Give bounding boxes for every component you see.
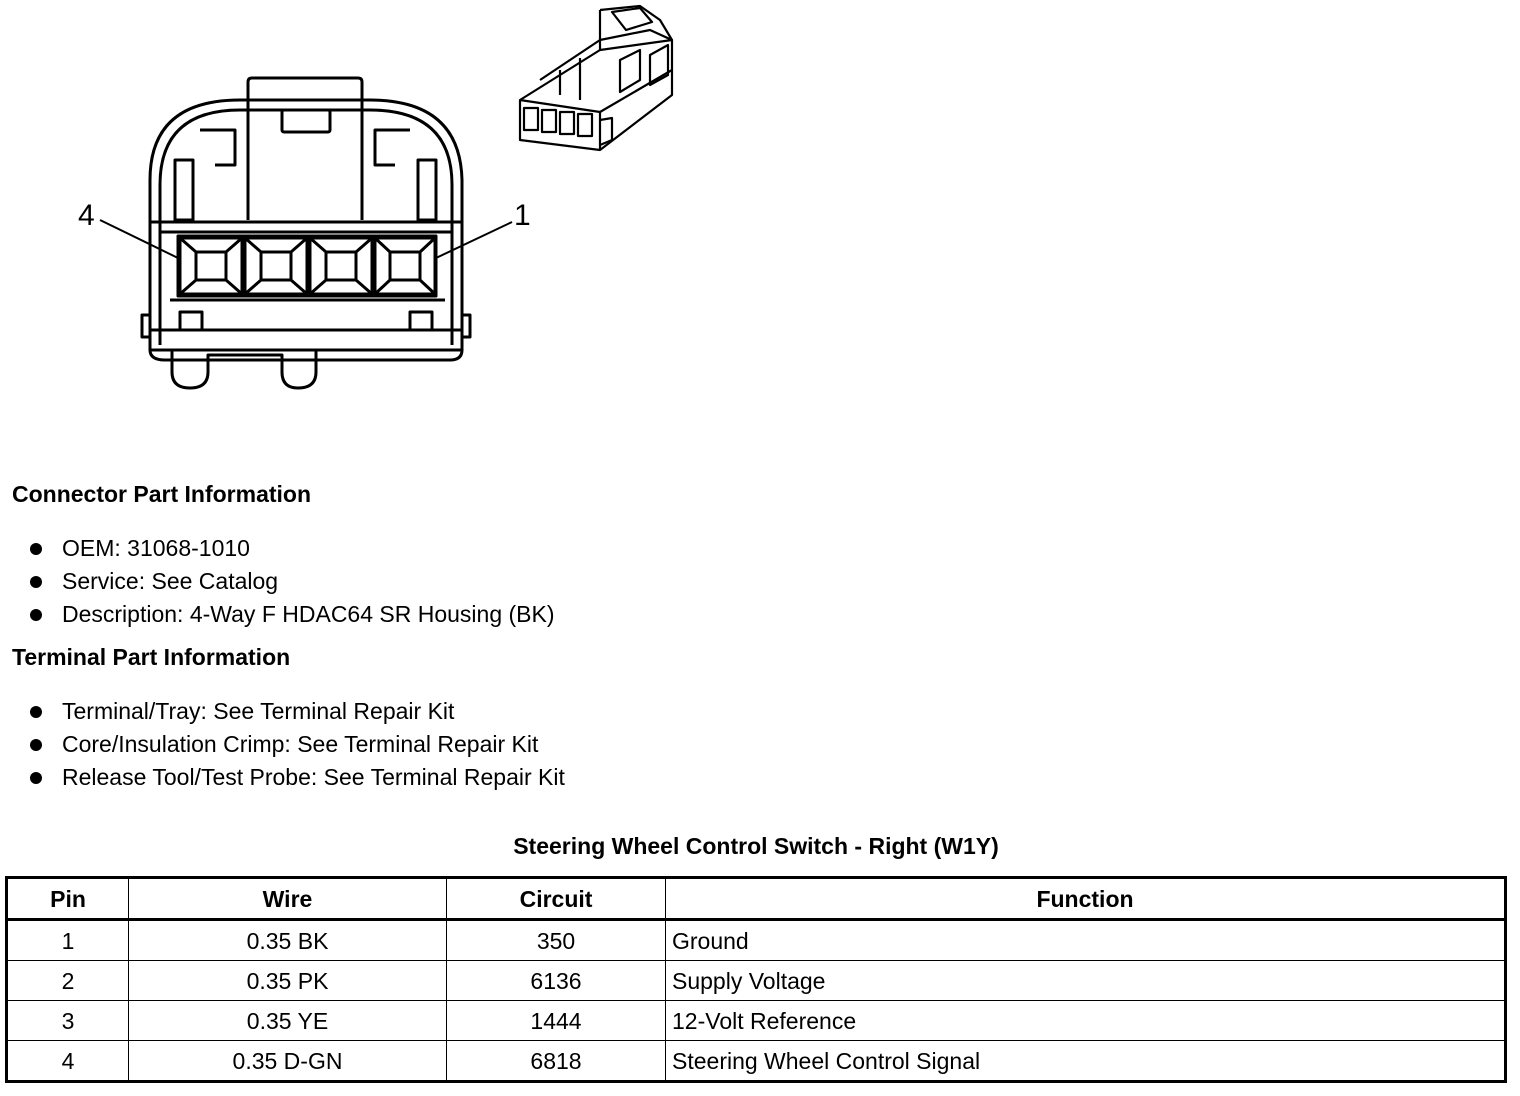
cell-pin: 1 — [7, 920, 129, 961]
connector-info-heading: Connector Part Information — [12, 481, 312, 507]
cell-function: Supply Voltage — [666, 961, 1506, 1001]
table-header-row — [7, 878, 1506, 920]
cell-wire: 0.35 PK — [129, 961, 447, 1001]
header-wire: Wire — [129, 878, 447, 920]
cell-circuit: 1444 — [447, 1001, 666, 1041]
pin-table-title: Steering Wheel Control Switch - Right (W1Y) — [513, 833, 999, 859]
connector-face-drawing — [60, 60, 560, 400]
list-item: OEM: 31068-1010 — [28, 532, 555, 565]
table-row — [7, 1001, 1506, 1041]
cell-wire: 0.35 YE — [129, 1001, 447, 1041]
bullet-icon — [30, 706, 42, 718]
list-item: Description: 4-Way F HDAC64 SR Housing (BK) — [28, 598, 555, 631]
bullet-icon — [30, 772, 42, 784]
list-item: Terminal/Tray: See Terminal Repair Kit — [28, 695, 565, 728]
cell-wire: 0.35 BK — [129, 920, 447, 961]
pin-table — [5, 876, 1507, 1083]
cell-circuit: 6136 — [447, 961, 666, 1001]
bullet-icon — [30, 543, 42, 555]
cell-wire: 0.35 D-GN — [129, 1041, 447, 1082]
list-item: Service: See Catalog — [28, 565, 555, 598]
terminal-info-heading: Terminal Part Information — [12, 644, 291, 670]
bullet-icon — [30, 576, 42, 588]
header-function: Function — [666, 878, 1506, 920]
cell-pin: 2 — [7, 961, 129, 1001]
terminal-info-list — [28, 695, 565, 794]
connector-isometric-drawing — [500, 0, 690, 160]
cell-function: Ground — [666, 920, 1506, 961]
list-item: Core/Insulation Crimp: See Terminal Repair Kit — [28, 728, 565, 761]
cell-pin: 4 — [7, 1041, 129, 1082]
header-circuit: Circuit — [447, 878, 666, 920]
pin-callout-right: 1 — [514, 199, 531, 232]
cell-function: Steering Wheel Control Signal — [666, 1041, 1506, 1082]
bullet-icon — [30, 609, 42, 621]
bullet-icon — [30, 739, 42, 751]
table-row — [7, 961, 1506, 1001]
cell-circuit: 6818 — [447, 1041, 666, 1082]
cell-function: 12-Volt Reference — [666, 1001, 1506, 1041]
cell-pin: 3 — [7, 1001, 129, 1041]
table-row — [7, 920, 1506, 961]
list-item: Release Tool/Test Probe: See Terminal Repair Kit — [28, 761, 565, 794]
table-row — [7, 1041, 1506, 1082]
header-pin: Pin — [7, 878, 129, 920]
connector-info-list — [28, 532, 555, 631]
pin-callout-left: 4 — [78, 199, 95, 232]
cell-circuit: 350 — [447, 920, 666, 961]
